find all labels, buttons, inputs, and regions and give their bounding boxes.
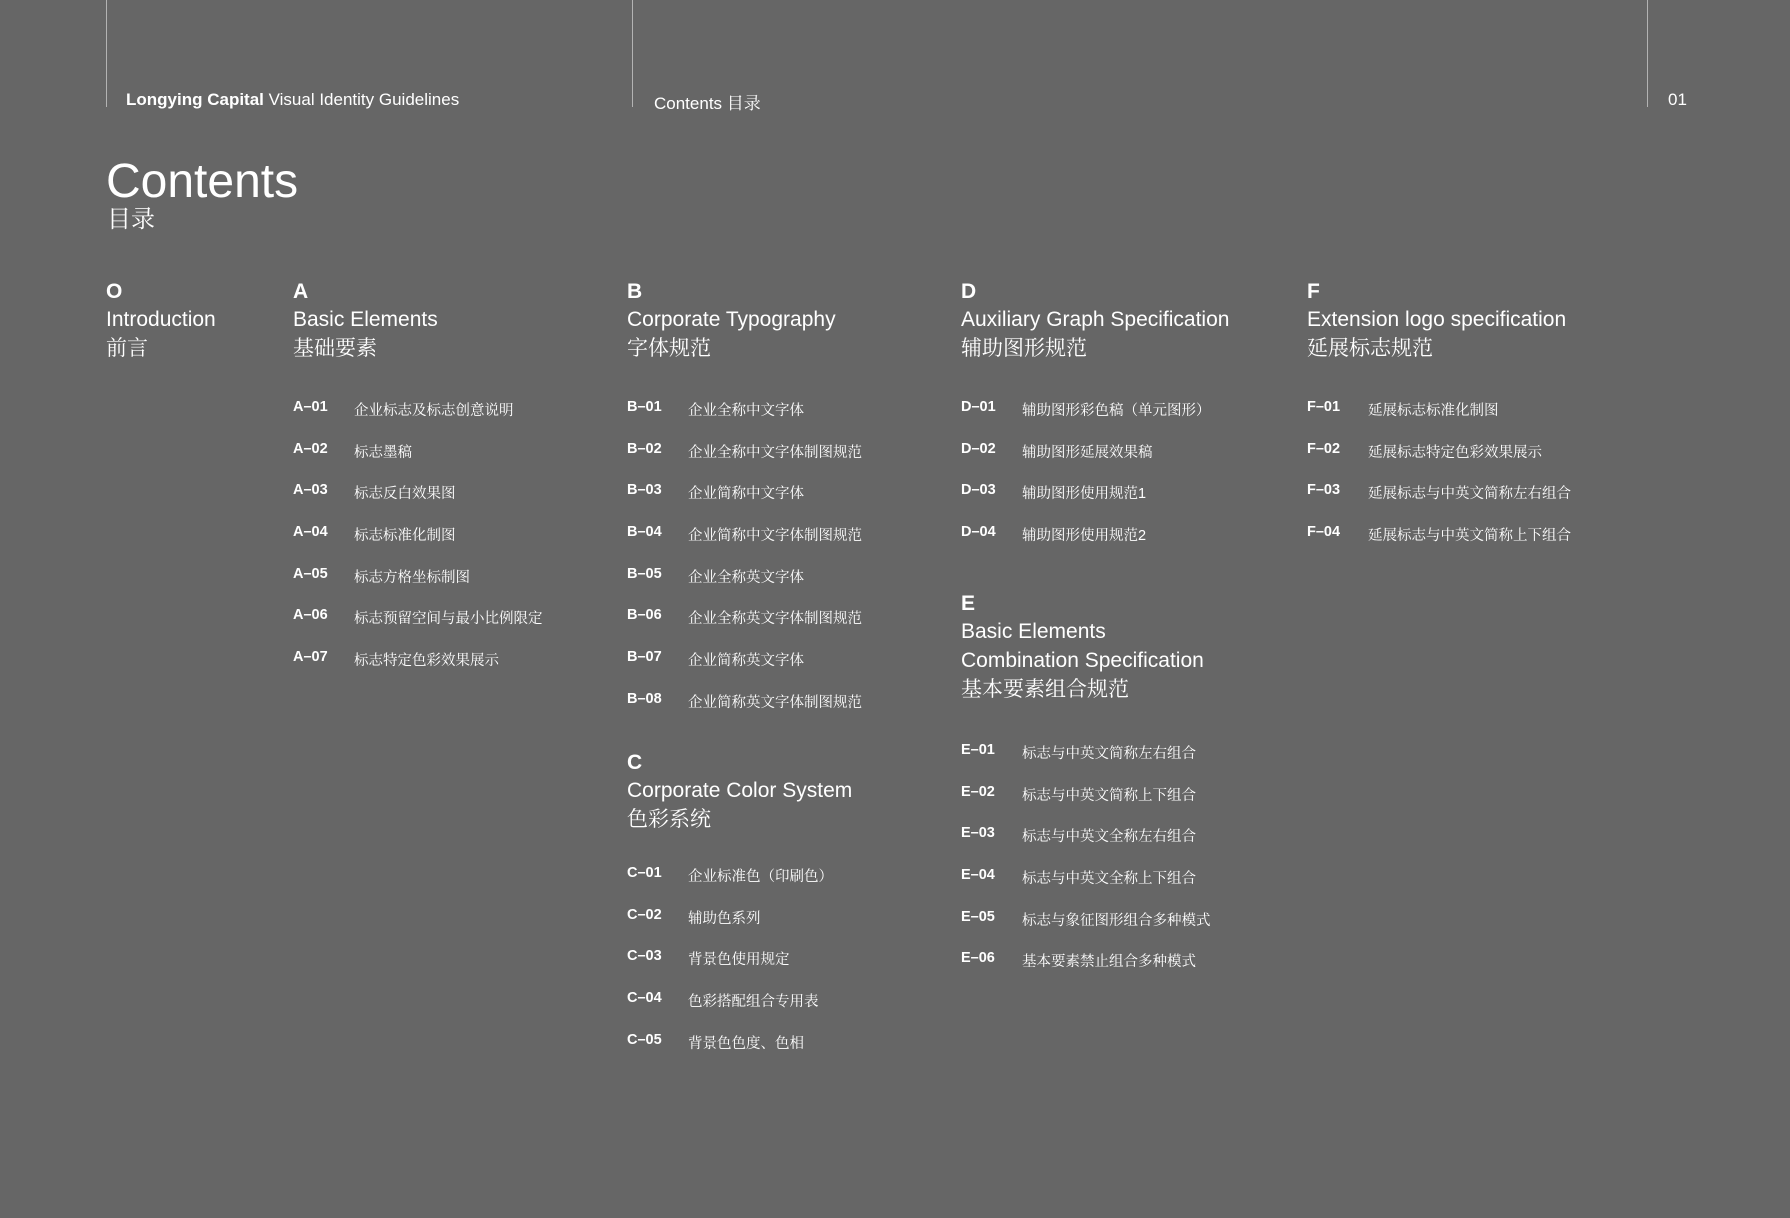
header-section-label: Contents 目录 — [654, 94, 761, 113]
section-title-en: Extension logo specification — [1307, 308, 1567, 331]
item-label: 辅助图形彩色稿（单元图形） — [1022, 403, 1211, 419]
toc-item[interactable] — [293, 566, 543, 608]
item-code: E–02 — [961, 783, 995, 800]
item-label: 基本要素禁止组合多种模式 — [1022, 954, 1196, 971]
toc-item[interactable] — [627, 441, 862, 483]
section-title-zh: 色彩系统 — [627, 808, 711, 831]
section-extension-logo — [1307, 279, 1571, 566]
section-corporate-typography — [627, 279, 862, 733]
item-label: 标志反白效果图 — [354, 486, 456, 503]
item-code: A–01 — [293, 399, 328, 415]
toc-item[interactable] — [627, 524, 862, 566]
item-label: 标志预留空间与最小比例限定 — [354, 611, 543, 628]
item-code: C–05 — [627, 1031, 662, 1048]
toc-item[interactable] — [961, 825, 1211, 867]
toc-item[interactable] — [627, 607, 862, 649]
item-code: C–02 — [627, 906, 662, 923]
toc-item[interactable] — [961, 399, 1229, 441]
section-items — [293, 399, 543, 691]
section-title-en: Basic Elements — [961, 620, 1106, 643]
section-letter: C — [627, 751, 643, 774]
section-letter: A — [293, 280, 309, 303]
section-items — [961, 742, 1211, 992]
toc-item[interactable] — [961, 441, 1229, 483]
item-label: 延展标志标准化制图 — [1368, 403, 1499, 419]
section-title-zh: 前言 — [106, 337, 148, 360]
section-combination-specification — [961, 591, 1211, 992]
item-label: 标志与象征图形组合多种模式 — [1022, 912, 1211, 929]
item-code: A–03 — [293, 482, 328, 499]
toc-item[interactable] — [293, 524, 543, 566]
header-rule-right — [1647, 0, 1648, 107]
item-code: B–02 — [627, 440, 662, 457]
item-code: E–04 — [961, 867, 995, 884]
toc-item[interactable] — [627, 649, 862, 691]
page-title: Contents — [106, 155, 299, 208]
toc-item[interactable] — [961, 950, 1211, 992]
section-items — [1307, 399, 1571, 566]
item-label: 企业全称中文字体 — [688, 403, 804, 419]
item-code: D–02 — [961, 440, 996, 457]
toc-item[interactable] — [961, 524, 1229, 566]
brand-name: Longying Capital — [126, 90, 264, 109]
item-code: F–03 — [1307, 482, 1341, 499]
item-code: A–07 — [293, 649, 328, 666]
section-letter: B — [627, 280, 643, 303]
item-code: B–07 — [627, 649, 662, 666]
item-code: A–04 — [293, 524, 328, 541]
toc-item[interactable] — [627, 865, 852, 907]
item-label: 标志标准化制图 — [354, 528, 456, 545]
toc-item[interactable] — [627, 482, 862, 524]
toc-item[interactable] — [627, 907, 852, 949]
item-label: 标志与中英文全称上下组合 — [1022, 871, 1196, 888]
guideline-subtitle: Visual Identity Guidelines — [263, 90, 460, 109]
toc-item[interactable] — [961, 867, 1211, 909]
item-label: 标志与中英文简称上下组合 — [1022, 787, 1196, 804]
item-label: 标志与中英文简称左右组合 — [1022, 746, 1196, 762]
item-label: 辅助图形使用规范1 — [1022, 486, 1147, 503]
item-code: B–08 — [627, 690, 662, 707]
item-label: 延展标志特定色彩效果展示 — [1368, 444, 1542, 461]
item-code: B–06 — [627, 607, 662, 624]
item-code: C–01 — [627, 865, 662, 881]
toc-item[interactable] — [1307, 441, 1571, 483]
section-letter: E — [961, 592, 976, 615]
toc-item[interactable] — [627, 1032, 852, 1074]
header-rule-left — [106, 0, 107, 107]
section-title-en-line2: Combination Specification — [961, 649, 1204, 672]
toc-item[interactable] — [293, 649, 543, 691]
toc-item[interactable] — [627, 691, 862, 733]
item-code: E–01 — [961, 742, 995, 758]
toc-item[interactable] — [961, 482, 1229, 524]
toc-item[interactable] — [293, 441, 543, 483]
item-code: E–03 — [961, 825, 995, 842]
item-code: A–05 — [293, 565, 328, 582]
section-title-en: Corporate Typography — [627, 308, 836, 331]
item-label: 标志方格坐标制图 — [354, 569, 470, 586]
page-title-zh: 目录 — [107, 206, 155, 233]
section-letter: O — [106, 280, 123, 303]
toc-item[interactable] — [961, 742, 1211, 784]
item-label: 延展标志与中英文简称上下组合 — [1368, 528, 1571, 545]
item-label: 企业全称中文字体制图规范 — [688, 444, 862, 461]
item-code: B–01 — [627, 399, 662, 415]
item-label: 标志特定色彩效果展示 — [354, 653, 499, 670]
section-letter: F — [1307, 280, 1320, 303]
section-corporate-color-system — [627, 750, 852, 1073]
section-title-zh: 字体规范 — [627, 337, 711, 360]
section-title-zh: 基础要素 — [293, 337, 377, 360]
section-introduction — [106, 279, 216, 363]
section-title-zh: 延展标志规范 — [1307, 337, 1433, 360]
toc-item[interactable] — [293, 482, 543, 524]
item-label: 企业全称英文字体制图规范 — [688, 611, 862, 628]
section-items — [627, 865, 852, 1073]
item-label: 企业标志及标志创意说明 — [354, 403, 514, 419]
item-code: E–05 — [961, 908, 995, 925]
item-code: B–05 — [627, 565, 662, 582]
item-code: C–04 — [627, 990, 662, 1007]
item-label: 延展标志与中英文简称左右组合 — [1368, 486, 1571, 503]
toc-item[interactable] — [293, 399, 543, 441]
section-title-en: Introduction — [106, 308, 216, 331]
page-number: 01 — [1668, 90, 1687, 109]
toc-item[interactable] — [627, 566, 862, 608]
toc-item[interactable] — [627, 948, 852, 990]
section-title-en: Auxiliary Graph Specification — [961, 308, 1230, 331]
toc-item[interactable] — [1307, 399, 1571, 441]
toc-item[interactable] — [1307, 482, 1571, 524]
item-label: 色彩搭配组合专用表 — [688, 994, 819, 1011]
item-label: 背景色色度、色相 — [688, 1035, 804, 1052]
toc-item[interactable] — [293, 607, 543, 649]
header-rule-middle — [632, 0, 633, 107]
item-label: 企业简称中文字体制图规范 — [688, 528, 862, 545]
item-label: 辅助图形使用规范2 — [1022, 528, 1147, 545]
section-items — [627, 399, 862, 733]
item-label: 企业简称中文字体 — [688, 486, 804, 503]
item-label: 企业简称英文字体制图规范 — [688, 694, 862, 711]
item-label: 辅助图形延展效果稿 — [1022, 444, 1153, 461]
item-label: 辅助色系列 — [688, 910, 761, 927]
section-title-zh: 辅助图形规范 — [961, 337, 1087, 360]
item-code: A–06 — [293, 607, 328, 624]
section-letter: D — [961, 280, 977, 303]
toc-item[interactable] — [1307, 524, 1571, 566]
item-code: A–02 — [293, 440, 328, 457]
item-label: 企业简称英文字体 — [688, 653, 804, 670]
item-code: F–01 — [1307, 399, 1341, 415]
item-label: 标志与中英文全称左右组合 — [1022, 829, 1196, 846]
toc-item[interactable] — [961, 784, 1211, 826]
toc-item[interactable] — [961, 909, 1211, 951]
item-code: F–04 — [1307, 524, 1341, 541]
item-label: 企业标准色（印刷色） — [688, 869, 833, 885]
section-title-zh: 基本要素组合规范 — [961, 678, 1129, 701]
section-title-en: Corporate Color System — [627, 779, 853, 802]
item-label: 背景色使用规定 — [688, 952, 790, 969]
item-code: D–01 — [961, 399, 996, 415]
item-label: 标志墨稿 — [354, 444, 412, 461]
toc-item[interactable] — [627, 990, 852, 1032]
section-auxiliary-graph — [961, 279, 1229, 566]
item-code: E–06 — [961, 950, 995, 967]
section-title-en: Basic Elements — [293, 308, 438, 331]
section-basic-elements — [293, 279, 543, 691]
item-code: F–02 — [1307, 440, 1341, 457]
item-code: D–03 — [961, 482, 996, 499]
item-code: C–03 — [627, 948, 662, 965]
toc-item[interactable] — [627, 399, 862, 441]
item-code: D–04 — [961, 524, 996, 541]
section-items — [961, 399, 1229, 566]
item-label: 企业全称英文字体 — [688, 569, 804, 586]
item-code: B–04 — [627, 524, 662, 541]
item-code: B–03 — [627, 482, 662, 499]
guideline-title — [126, 90, 459, 110]
